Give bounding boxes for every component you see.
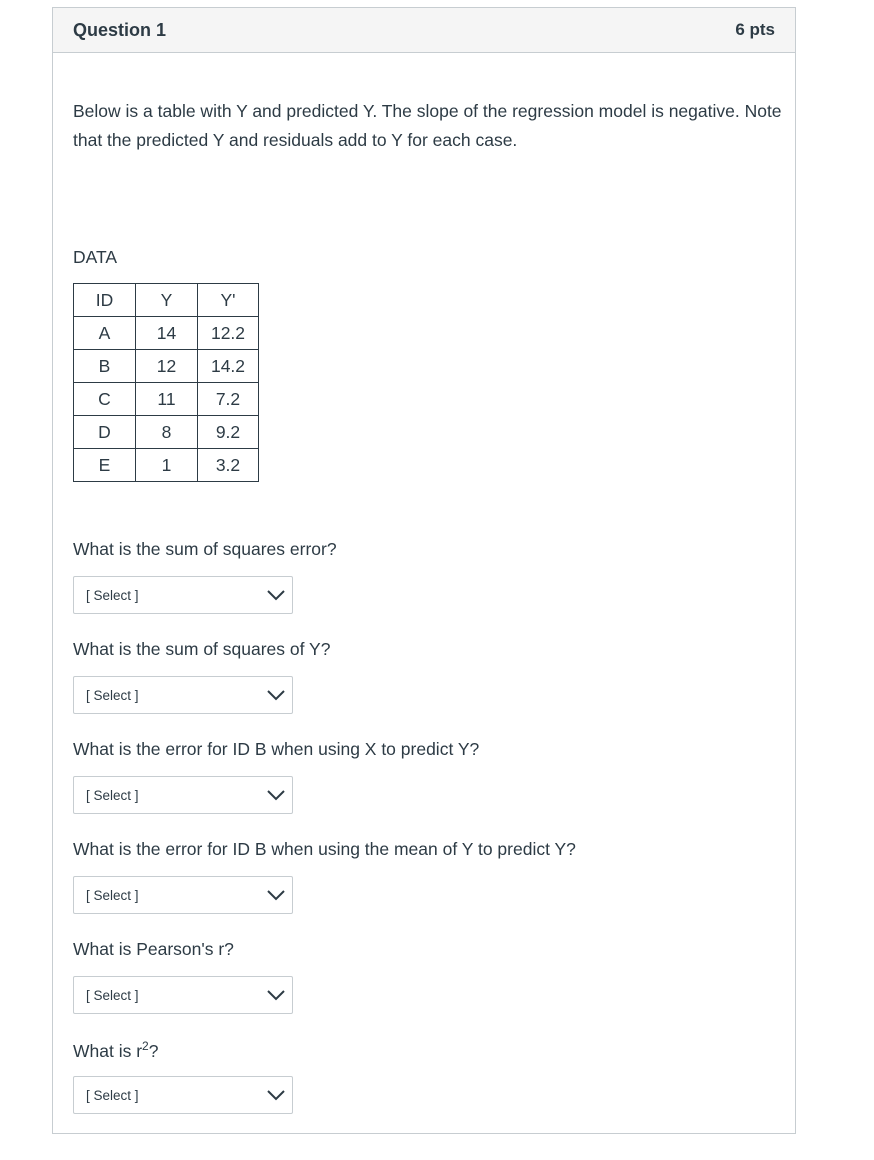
chevron-down-icon [266, 1088, 286, 1102]
select-value: [ Select ] [86, 987, 139, 1003]
prompt-r-squared [73, 1039, 158, 1062]
table-cell: E [74, 449, 136, 482]
chevron-down-icon [266, 588, 286, 602]
prompt-error-b-mean: What is the error for ID B when using the mean of Y to predict Y? [73, 839, 576, 859]
chevron-down-icon [266, 888, 286, 902]
select-pearson-r[interactable] [73, 976, 293, 1014]
prompt-pearson-r: What is Pearson's r? [73, 939, 234, 959]
table-cell: 7.2 [198, 383, 259, 416]
select-value: [ Select ] [86, 687, 139, 703]
data-label: DATA [73, 247, 118, 267]
table-cell: 1 [136, 449, 198, 482]
table-cell: D [74, 416, 136, 449]
select-value: [ Select ] [86, 787, 139, 803]
table-cell: B [74, 350, 136, 383]
table-cell: A [74, 317, 136, 350]
select-value: [ Select ] [86, 587, 139, 603]
prompt-text: ? [148, 1040, 159, 1061]
question-points: 6 pts [735, 20, 775, 39]
prompt-text: What is r [73, 1040, 143, 1061]
question-intro: Below is a table with Y and predicted Y. The slope of the regression model is negative. Note that the predicted Y and residuals add to Y for each case. [73, 101, 782, 150]
chevron-down-icon [266, 788, 286, 802]
table-cell: 14.2 [198, 350, 259, 383]
question-header [53, 8, 795, 53]
table-cell: 11 [136, 383, 198, 416]
table-cell: C [74, 383, 136, 416]
chevron-down-icon [266, 988, 286, 1002]
select-value: [ Select ] [86, 1087, 139, 1103]
prompt-sse: What is the sum of squares error? [73, 539, 337, 559]
table-header: Y [136, 284, 198, 317]
table-header: ID [74, 284, 136, 317]
table-cell: 9.2 [198, 416, 259, 449]
select-error-b-mean[interactable] [73, 876, 293, 914]
table-header-row [74, 284, 259, 317]
table-cell: 3.2 [198, 449, 259, 482]
select-value: [ Select ] [86, 887, 139, 903]
select-sse[interactable] [73, 576, 293, 614]
table-cell: 12.2 [198, 317, 259, 350]
superscript: 2 [142, 1039, 149, 1053]
table-row [74, 317, 259, 350]
table-header: Y' [198, 284, 259, 317]
table-row [74, 416, 259, 449]
prompt-ss-y: What is the sum of squares of Y? [73, 639, 331, 659]
table-cell: 14 [136, 317, 198, 350]
table-cell: 12 [136, 350, 198, 383]
table-row [74, 449, 259, 482]
select-ss-y[interactable] [73, 676, 293, 714]
table-row [74, 350, 259, 383]
chevron-down-icon [266, 688, 286, 702]
select-r-squared[interactable] [73, 1076, 293, 1114]
data-table [73, 283, 259, 482]
select-error-b-x[interactable] [73, 776, 293, 814]
prompt-error-b-x: What is the error for ID B when using X to predict Y? [73, 739, 480, 759]
table-cell: 8 [136, 416, 198, 449]
table-row [74, 383, 259, 416]
question-title: Question 1 [73, 19, 167, 40]
question-card [52, 7, 796, 1134]
